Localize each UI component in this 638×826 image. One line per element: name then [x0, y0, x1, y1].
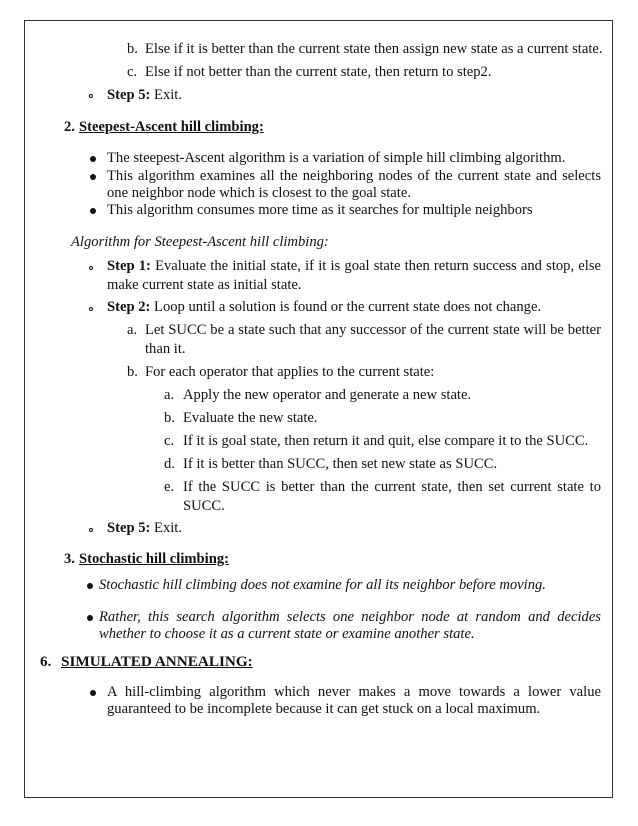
step-label: Step 5:	[107, 87, 151, 103]
step-label: Step 1:	[107, 258, 151, 274]
bullet-icon	[90, 156, 96, 162]
step5-line	[107, 520, 182, 537]
inner-item-text: If it is better than SUCC, then set new state as SUCC.	[183, 456, 498, 472]
section-number: 2.	[64, 119, 75, 135]
step-text: Evaluate the initial state, if it is goal state then return success and stop, else	[150, 258, 601, 274]
bullet-text: A hill-climbing algorithm which never makes a move towards a lower value	[107, 684, 601, 700]
inner-marker: d.	[164, 456, 175, 472]
page-border	[24, 20, 613, 798]
bullet-text: This algorithm consumes more time as it searches for multiple neighbors	[107, 202, 533, 218]
inner-marker: c.	[164, 433, 175, 449]
step1-cont: make current state as initial state.	[107, 277, 302, 293]
inner-item-text: Apply the new operator and generate a new state.	[183, 387, 472, 403]
bullet-text: Rather, this search algorithm selects one neighbor node at random and decides	[99, 609, 601, 625]
step-label: Step 5:	[107, 520, 151, 536]
list-marker-c: c.	[127, 64, 138, 80]
bullet-text-cont: one neighbor node which is closest to the goal state.	[107, 185, 411, 201]
bullet-text: This algorithm examines all the neighboring nodes of the current state and selects	[107, 168, 601, 184]
inner-marker: e.	[164, 479, 175, 495]
section-number: 6.	[40, 653, 52, 670]
hollow-bullet-icon	[89, 307, 93, 311]
step5-line	[107, 87, 182, 104]
section-heading: Steepest-Ascent hill climbing:	[79, 119, 264, 135]
bullet-text: The steepest-Ascent algorithm is a variation of simple hill climbing algorithm.	[107, 150, 566, 166]
step-text: Exit.	[150, 520, 183, 536]
list-item-text: Else if not better than the current state, then return to step2.	[145, 64, 492, 80]
section-heading: Stochastic hill climbing:	[79, 551, 229, 567]
step1-line	[107, 258, 601, 275]
list-item-text-cont: than it.	[145, 341, 186, 357]
inner-item-text: If it is goal state, then return it and quit, else compare it to the SUCC.	[183, 433, 589, 449]
hollow-bullet-icon	[89, 266, 93, 270]
list-item-text: Let SUCC be a state such that any successor of the current state will be better	[145, 322, 601, 338]
bullet-text-cont: whether to choose it as a current state or examine another state.	[99, 626, 475, 642]
list-marker-b: b.	[127, 364, 138, 380]
bullet-icon	[90, 208, 96, 214]
inner-marker: b.	[164, 410, 175, 426]
inner-item-text: Evaluate the new state.	[183, 410, 318, 426]
section-number: 3.	[64, 551, 75, 567]
list-item-text: Else if it is better than the current state then assign new state as a current state.	[145, 41, 603, 57]
step-label: Step 2:	[107, 299, 151, 315]
list-item-text: For each operator that applies to the current state:	[145, 364, 435, 380]
step-text: Loop until a solution is found or the current state does not change.	[150, 299, 542, 315]
list-marker-b: b.	[127, 41, 138, 57]
inner-marker: a.	[164, 387, 175, 403]
step2-line	[107, 299, 541, 316]
bullet-icon	[87, 583, 93, 589]
bullet-text: Stochastic hill climbing does not examine for all its neighbor before moving.	[99, 577, 546, 593]
section-heading: SIMULATED ANNEALING:	[61, 653, 253, 670]
bullet-text-cont: guaranteed to be incomplete because it can get stuck on a local maximum.	[107, 701, 541, 717]
algorithm-title: Algorithm for Steepest-Ascent hill climbing:	[71, 234, 329, 250]
inner-item-text: If the SUCC is better than the current state, then set current state to	[183, 479, 601, 495]
hollow-bullet-icon	[89, 528, 93, 532]
inner-item-text-cont: SUCC.	[183, 498, 225, 514]
step-text: Exit.	[150, 87, 183, 103]
bullet-icon	[90, 690, 96, 696]
bullet-icon	[90, 174, 96, 180]
list-marker-a: a.	[127, 322, 138, 338]
hollow-bullet-icon	[89, 94, 93, 98]
bullet-icon	[87, 615, 93, 621]
